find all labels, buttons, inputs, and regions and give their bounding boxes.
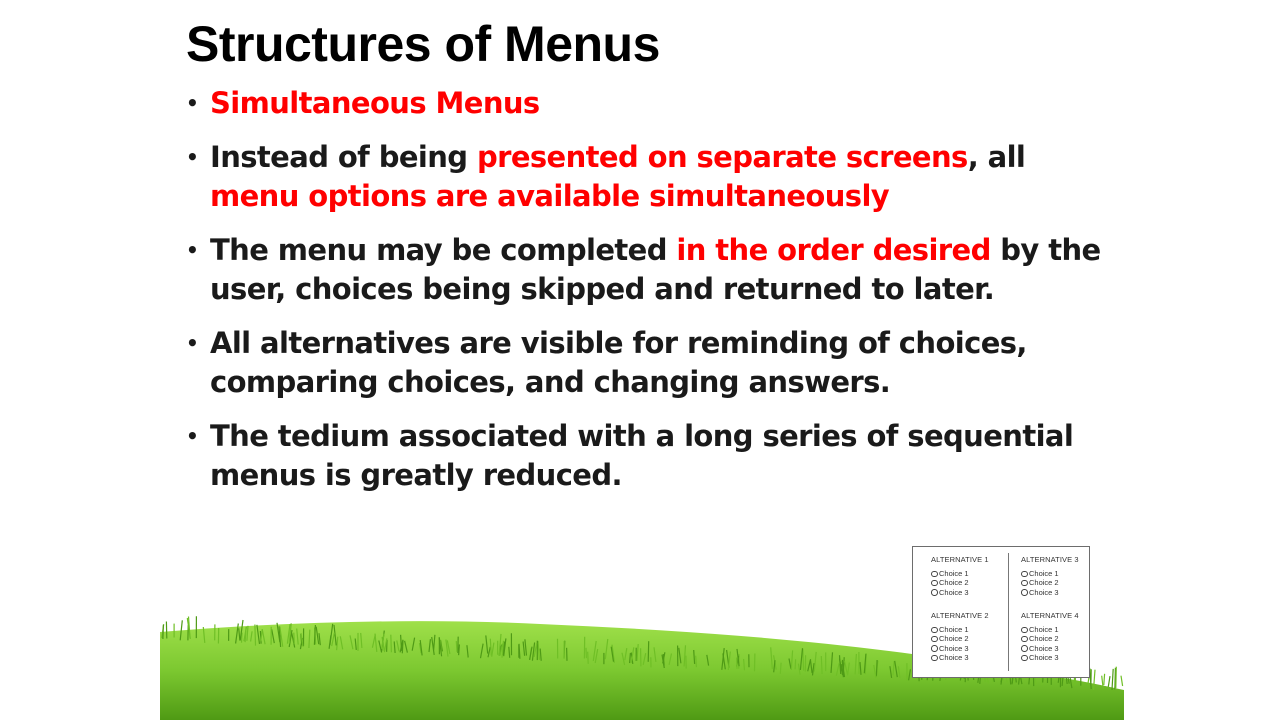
choice-label: Choice 3: [1029, 587, 1059, 597]
bullet-text: Instead of being: [210, 140, 477, 174]
bullet-item: [186, 324, 1106, 402]
alternative-title: ALTERNATIVE 2: [931, 611, 989, 620]
grass-blade: [696, 656, 697, 668]
choice-label: Choice 2: [939, 578, 969, 588]
choice-label: Choice 3: [939, 643, 969, 653]
menu-alternative: [931, 611, 1011, 663]
radio-icon: [1021, 636, 1028, 643]
highlighted-text: menu options are available simultaneously: [210, 179, 890, 213]
radio-icon: [931, 580, 938, 587]
choice-label: Choice 1: [939, 569, 969, 578]
choice-option: [931, 569, 1011, 578]
choice-option: [1021, 634, 1101, 643]
choice-option: [1021, 578, 1101, 587]
grass-blade: [1121, 676, 1123, 686]
choice-option: [1021, 625, 1101, 634]
choice-label: Choice 1: [1029, 625, 1059, 634]
radio-icon: [931, 571, 938, 578]
choice-label: Choice 2: [939, 634, 969, 644]
bullet-dot: •: [186, 145, 199, 169]
radio-icon: [931, 627, 938, 634]
grass-blade: [294, 633, 295, 644]
alternative-title: ALTERNATIVE 4: [1021, 611, 1079, 620]
grass-blade: [1104, 674, 1105, 685]
choice-option: [1021, 588, 1101, 597]
choice-label: Choice 2: [1029, 634, 1059, 644]
bullet-dot: •: [186, 91, 199, 115]
bullet-dot: •: [186, 424, 199, 448]
choice-label: Choice 3: [939, 587, 969, 597]
alternative-title: ALTERNATIVE 1: [931, 555, 989, 564]
menu-alternative: [1021, 555, 1101, 597]
bullet-text: The tedium associated with a long series of sequential menus is greatly reduced.: [210, 419, 1074, 492]
choice-option: [1021, 569, 1101, 578]
highlighted-text: presented on separate screens: [476, 140, 968, 174]
grass-blade: [821, 656, 822, 674]
grass-blade: [391, 635, 392, 653]
choice-label: Choice 1: [939, 625, 969, 634]
simultaneous-menu-figure: [912, 546, 1090, 678]
grass-blade: [630, 653, 631, 663]
grass-blade: [648, 641, 649, 662]
menu-alternative: [931, 555, 1011, 597]
choice-option: [1021, 644, 1101, 653]
grass-blade: [1112, 669, 1113, 690]
bullet-text: All alternatives are visible for reminding of choices, comparing choices, and changing answers.: [210, 326, 1027, 399]
slide-title: Structures of Menus: [186, 16, 660, 72]
grass-blade: [780, 663, 781, 674]
highlighted-text: Simultaneous Menus: [210, 86, 540, 120]
choice-label: Choice 2: [1029, 578, 1059, 588]
radio-icon: [1021, 571, 1028, 578]
choice-option: [931, 634, 1011, 643]
radio-icon: [1021, 655, 1028, 662]
bullet-item: [186, 84, 1106, 123]
radio-icon: [1021, 645, 1028, 652]
choice-option: [931, 625, 1011, 634]
choice-label: Choice 3: [1029, 643, 1059, 653]
bullet-item: [186, 417, 1106, 495]
bullet-text: by the user, choices being skipped and returned to later.: [210, 233, 1101, 306]
highlighted-text: in the order desired: [676, 233, 991, 267]
grass-blade: [803, 649, 804, 671]
bullet-item: [186, 138, 1106, 216]
radio-icon: [1021, 580, 1028, 587]
grass-blade: [795, 659, 796, 669]
radio-icon: [1021, 589, 1028, 596]
grass-blade: [255, 625, 256, 646]
bullet-dot: •: [186, 331, 199, 355]
bullet-text: The menu may be completed: [210, 233, 677, 267]
radio-icon: [931, 589, 938, 596]
grass-blade: [163, 625, 164, 639]
grass-blade: [588, 652, 589, 664]
grass-blade: [1108, 676, 1110, 687]
choice-option: [931, 578, 1011, 587]
grass-blade: [456, 641, 457, 652]
grass-blade: [663, 654, 664, 666]
choice-option: [931, 653, 1011, 662]
menu-alternative: [1021, 611, 1101, 663]
radio-icon: [1021, 627, 1028, 634]
alternative-title: ALTERNATIVE 3: [1021, 555, 1079, 564]
bullet-text: , all: [967, 140, 1026, 174]
choice-option: [931, 644, 1011, 653]
choice-option: [1021, 653, 1101, 662]
choice-label: Choice 3: [1029, 653, 1059, 663]
choice-label: Choice 3: [939, 653, 969, 663]
bullet-dot: •: [186, 238, 199, 262]
bullet-list: [186, 84, 1106, 510]
choice-label: Choice 1: [1029, 569, 1059, 578]
choice-option: [931, 588, 1011, 597]
grass-blade: [1116, 667, 1117, 688]
radio-icon: [931, 636, 938, 643]
grass-blade: [459, 644, 460, 655]
grass-blade: [876, 660, 877, 676]
radio-icon: [931, 645, 938, 652]
bullet-item: [186, 231, 1106, 309]
radio-icon: [931, 655, 938, 662]
